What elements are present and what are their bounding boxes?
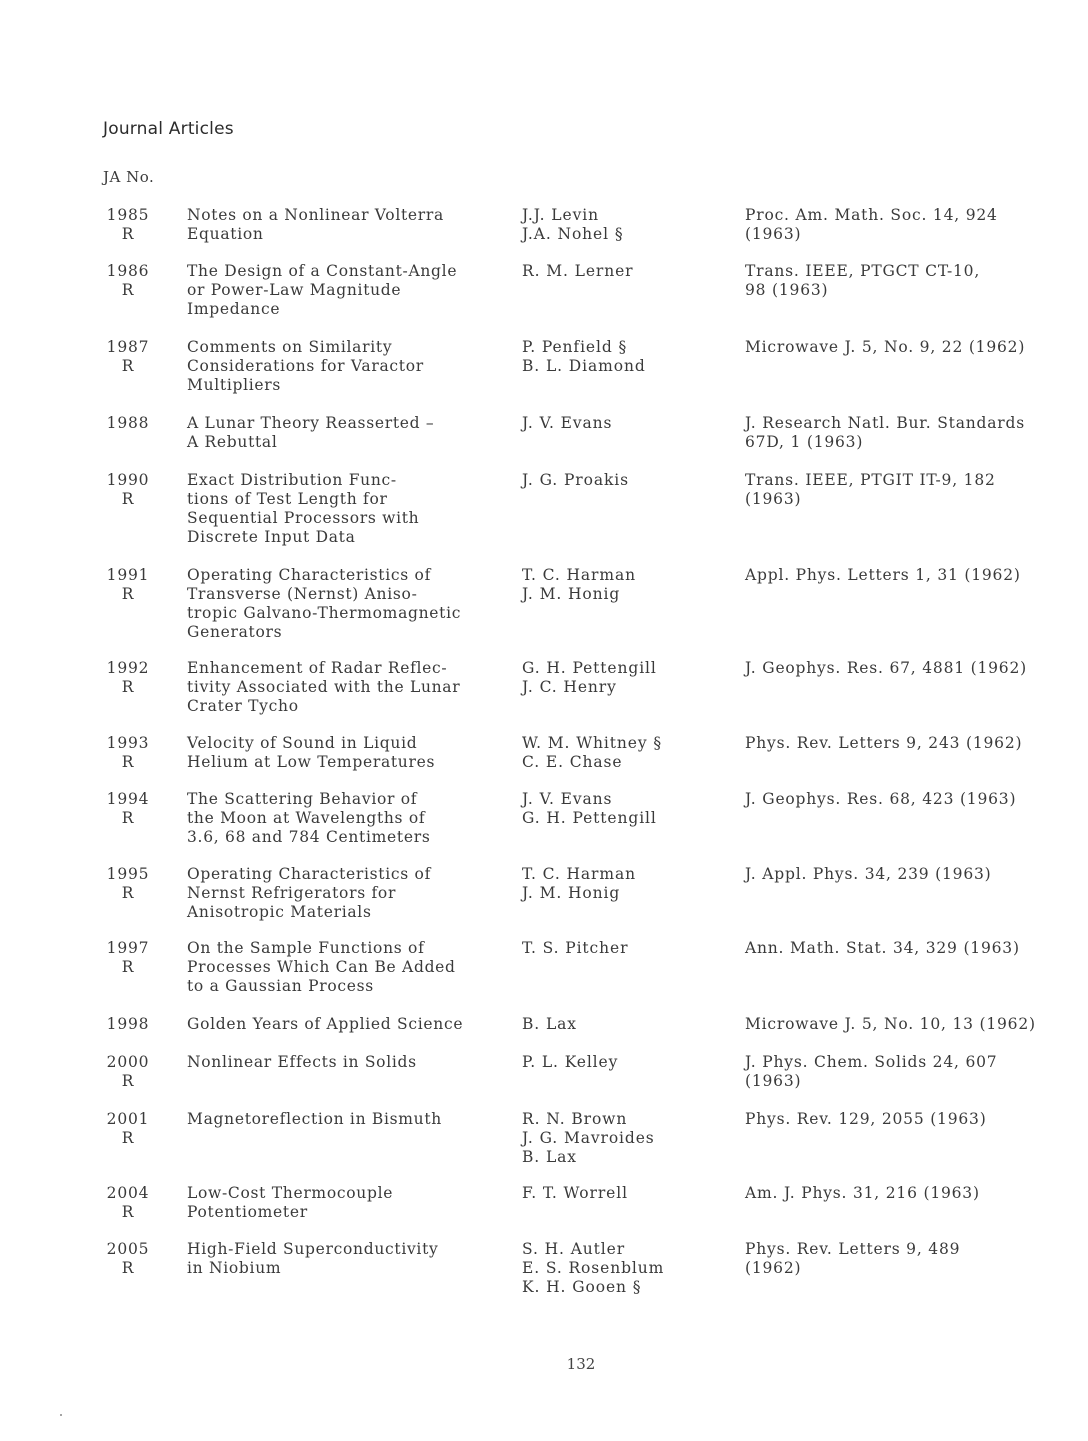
article-title: The Design of a Constant-Angle or Power-Law Magnitude Impedance [187,262,458,318]
article-authors: J. V. Evans [522,414,613,432]
ja-number: 1990 R [106,471,150,508]
ja-number: 2000 R [106,1053,150,1090]
article-title: Low-Cost Thermocouple Potentiometer [187,1184,394,1221]
scan-speck [60,1414,62,1416]
article-citation: Appl. Phys. Letters 1, 31 (1962) [745,566,1021,584]
article-authors: B. Lax [522,1015,577,1033]
article-citation: J. Phys. Chem. Solids 24, 607 (1963) [745,1053,998,1090]
article-authors: G. H. Pettengill J. C. Henry [522,659,657,696]
article-citation: Microwave J. 5, No. 10, 13 (1962) [745,1015,1036,1033]
ja-number: 2005 R [106,1240,150,1277]
article-authors: T. C. Harman J. M. Honig [522,865,636,902]
article-authors: P. Penfield § B. L. Diamond [522,338,646,375]
ja-number: 1986 R [106,262,150,299]
article-authors: T. S. Pitcher [522,939,629,957]
article-citation: Phys. Rev. Letters 9, 243 (1962) [745,734,1023,752]
article-authors: W. M. Whitney § C. E. Chase [522,734,662,771]
article-authors: F. T. Worrell [522,1184,628,1202]
article-citation: Trans. IEEE, PTGIT IT-9, 182 (1963) [745,471,996,508]
article-authors: J.J. Levin J.A. Nohel § [522,206,624,243]
article-title: Magnetoreflection in Bismuth [187,1110,442,1128]
article-citation: Proc. Am. Math. Soc. 14, 924 (1963) [745,206,998,243]
article-title: The Scattering Behavior of the Moon at Wavelengths of 3.6, 68 and 784 Centimeters [187,790,431,846]
ja-number: 1993 R [106,734,150,771]
article-title: High-Field Superconductivity in Niobium [187,1240,439,1277]
article-title: Golden Years of Applied Science [187,1015,464,1033]
article-citation: Phys. Rev. Letters 9, 489 (1962) [745,1240,961,1277]
ja-number: 2004 R [106,1184,150,1221]
ja-number: 1987 R [106,338,150,375]
ja-number: 1988 [106,414,150,432]
article-authors: R. N. Brown J. G. Mavroides B. Lax [522,1110,655,1166]
article-title: Nonlinear Effects in Solids [187,1053,417,1071]
article-title: Enhancement of Radar Reflec- tivity Associated with the Lunar Crater Tycho [187,659,461,715]
column-label: JA No. [103,168,155,186]
article-citation: J. Geophys. Res. 68, 423 (1963) [745,790,1017,808]
article-title: On the Sample Functions of Processes Which Can Be Added to a Gaussian Process [187,939,456,995]
article-authors: P. L. Kelley [522,1053,619,1071]
article-authors: R. M. Lerner [522,262,634,280]
ja-number: 1991 R [106,566,150,603]
article-title: Operating Characteristics of Nernst Refrigerators for Anisotropic Materials [187,865,432,921]
article-title: Operating Characteristics of Transverse (Nernst) Aniso- tropic Galvano-Thermomagnetic Generators [187,566,462,641]
article-citation: Microwave J. 5, No. 9, 22 (1962) [745,338,1026,356]
article-title: Exact Distribution Func- tions of Test Length for Sequential Processors with Discrete Input Data [187,471,420,546]
ja-number: 1992 R [106,659,150,696]
ja-number: 1994 R [106,790,150,827]
article-authors: J. G. Proakis [522,471,629,489]
article-citation: J. Research Natl. Bur. Standards 67D, 1 (1963) [745,414,1025,451]
article-title: A Lunar Theory Reasserted – A Rebuttal [187,414,435,451]
article-citation: Phys. Rev. 129, 2055 (1963) [745,1110,987,1128]
ja-number: 1985 R [106,206,150,243]
article-title: Notes on a Nonlinear Volterra Equation [187,206,444,243]
ja-number: 2001 R [106,1110,150,1147]
article-citation: Am. J. Phys. 31, 216 (1963) [745,1184,980,1202]
article-citation: Ann. Math. Stat. 34, 329 (1963) [745,939,1020,957]
page-heading: Journal Articles [103,119,234,139]
article-authors: T. C. Harman J. M. Honig [522,566,636,603]
article-authors: J. V. Evans G. H. Pettengill [522,790,657,827]
article-citation: Trans. IEEE, PTGCT CT-10, 98 (1963) [745,262,981,299]
article-citation: J. Appl. Phys. 34, 239 (1963) [745,865,992,883]
page-number: 132 [566,1355,596,1373]
article-title: Comments on Similarity Considerations for Varactor Multipliers [187,338,424,394]
article-citation: J. Geophys. Res. 67, 4881 (1962) [745,659,1027,677]
ja-number: 1997 R [106,939,150,976]
article-title: Velocity of Sound in Liquid Helium at Low Temperatures [187,734,436,771]
ja-number: 1995 R [106,865,150,902]
article-authors: S. H. Autler E. S. Rosenblum K. H. Gooen § [522,1240,665,1296]
ja-number: 1998 [106,1015,150,1033]
